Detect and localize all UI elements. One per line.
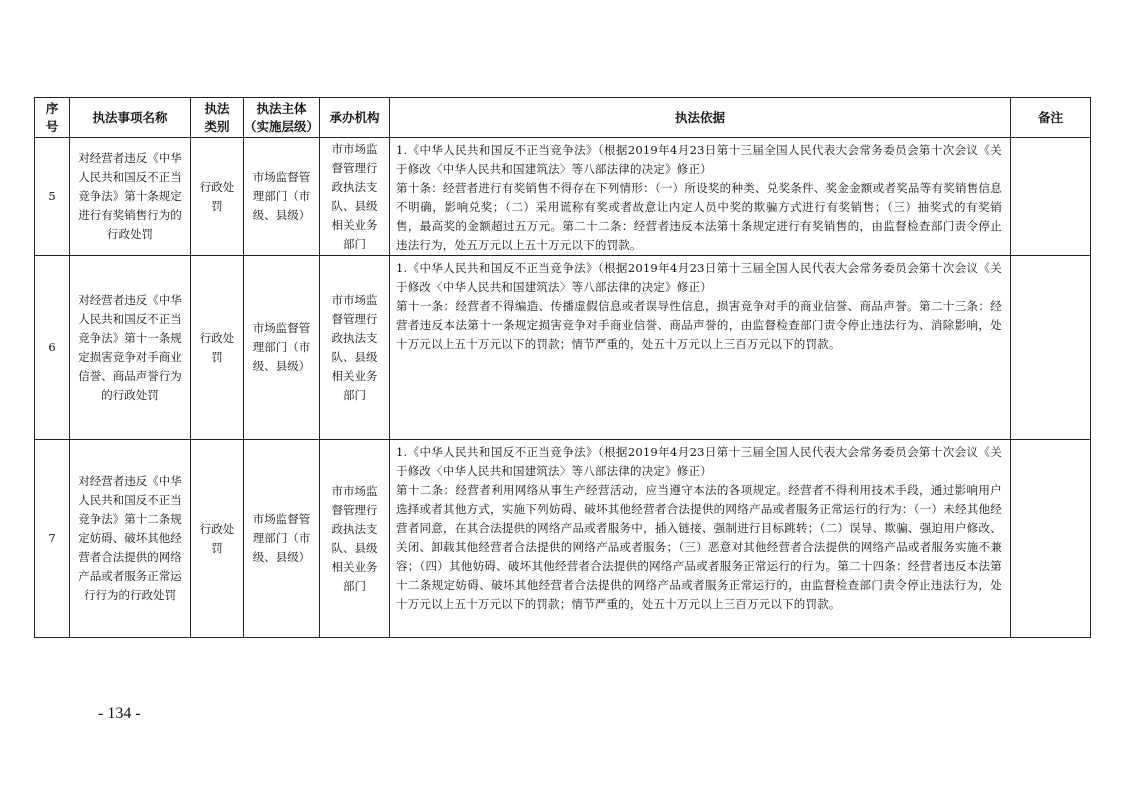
page-number: - 134 - bbox=[98, 705, 141, 722]
header-category: 执法 类别 bbox=[191, 98, 244, 138]
row-name: 对经营者违反《中华人民共和国反不正当竞争法》第十二条规定妨碍、破坏其他经营者合法提供的网络产品或者服务正常运行行为的行政处罚 bbox=[70, 440, 191, 638]
row-agency: 市市场监督管理行政执法支队、县级相关业务部门 bbox=[320, 138, 390, 256]
header-agency: 承办机构 bbox=[320, 98, 390, 138]
row-no: 7 bbox=[35, 440, 70, 638]
header-no: 序 号 bbox=[35, 98, 70, 138]
header-name: 执法事项名称 bbox=[70, 98, 191, 138]
header-basis: 执法依据 bbox=[390, 98, 1011, 138]
row-subject: 市场监督管理部门（市级、县级） bbox=[244, 256, 320, 440]
row-agency: 市市场监督管理行政执法支队、县级相关业务部门 bbox=[320, 440, 390, 638]
row-remark bbox=[1011, 256, 1091, 440]
row-basis: 1.《中华人民共和国反不正当竞争法》（根据2019年4月23日第十三届全国人民代表大会常务委员会第十次会议《关于修改〈中华人民共和国建筑法〉等八部法律的决定》修正） 第十条：经营者进行有奖销售不得存在下列情形：（一）所设奖的种类、兑奖条件、奖金金额或者奖品等有奖销售信息不明确，影响兑奖；（二）采用谎称有奖或者故意让内定人员中奖的欺骗方式进行有奖销售；（三）抽奖式的有奖销售，最高奖的金额超过五万元。第二十二条：经营者违反本法第十条规定进行有奖销售的，由监督检查部门责令停止违法行为，处五万元以上五十万元以下的罚款。 bbox=[390, 138, 1011, 256]
row-category: 行政处罚 bbox=[191, 138, 244, 256]
table-row bbox=[35, 256, 1091, 440]
row-name: 对经营者违反《中华人民共和国反不正当竞争法》第十一条规定损害竞争对手商业信誉、商品声誉行为的行政处罚 bbox=[70, 256, 191, 440]
row-subject: 市场监督管理部门（市级、县级） bbox=[244, 440, 320, 638]
row-no: 5 bbox=[35, 138, 70, 256]
row-no: 6 bbox=[35, 256, 70, 440]
header-remark: 备注 bbox=[1011, 98, 1091, 138]
header-subject: 执法主体 （实施层级） bbox=[244, 98, 320, 138]
row-name: 对经营者违反《中华人民共和国反不正当竞争法》第十条规定进行有奖销售行为的行政处罚 bbox=[70, 138, 191, 256]
row-basis: 1.《中华人民共和国反不正当竞争法》（根据2019年4月23日第十三届全国人民代表大会常务委员会第十次会议《关于修改〈中华人民共和国建筑法〉等八部法律的决定》修正） 第十二条：经营者利用网络从事生产经营活动，应当遵守本法的各项规定。经营者不得利用技术手段，通过影响用户选择或者其他方式，实施下列妨碍、破坏其他经营者合法提供的网络产品或者服务正常运行的行为：（一）未经其他经营者同意，在其合法提供的网络产品或者服务中，插入链接、强制进行目标跳转；（二）误导、欺骗、强迫用户修改、关闭、卸载其他经营者合法提供的网络产品或者服务；（三）恶意对其他经营者合法提供的网络产品或者服务实施不兼容；（四）其他妨碍、破坏其他经营者合法提供的网络产品或者服务正常运行的行为。第二十四条：经营者违反本法第十二条规定妨碍、破坏其他经营者合法提供的网络产品或者服务正常运行的，由监督检查部门责令停止违法行为，处十万元以上五十万元以下的罚款；情节严重的，处五十万元以上三百万元以下的罚款。 bbox=[390, 440, 1011, 638]
header-row bbox=[35, 98, 1091, 138]
row-basis: 1.《中华人民共和国反不正当竞争法》（根据2019年4月23日第十三届全国人民代表大会常务委员会第十次会议《关于修改〈中华人民共和国建筑法〉等八部法律的决定》修正） 第十一条：经营者不得编造、传播虚假信息或者误导性信息，损害竞争对手的商业信誉、商品声誉。第二十三条：经营者违反本法第十一条规定损害竞争对手商业信誉、商品声誉的，由监督检查部门责令停止违法行为、消除影响，处十万元以上五十万元以下的罚款；情节严重的，处五十万元以上三百万元以下的罚款。 bbox=[390, 256, 1011, 440]
table-row bbox=[35, 138, 1091, 256]
row-category: 行政处罚 bbox=[191, 440, 244, 638]
row-subject: 市场监督管理部门（市级、县级） bbox=[244, 138, 320, 256]
table-row bbox=[35, 440, 1091, 638]
row-agency: 市市场监督管理行政执法支队、县级相关业务部门 bbox=[320, 256, 390, 440]
law-enforcement-table bbox=[34, 97, 1091, 638]
row-category: 行政处罚 bbox=[191, 256, 244, 440]
row-remark bbox=[1011, 138, 1091, 256]
row-remark bbox=[1011, 440, 1091, 638]
